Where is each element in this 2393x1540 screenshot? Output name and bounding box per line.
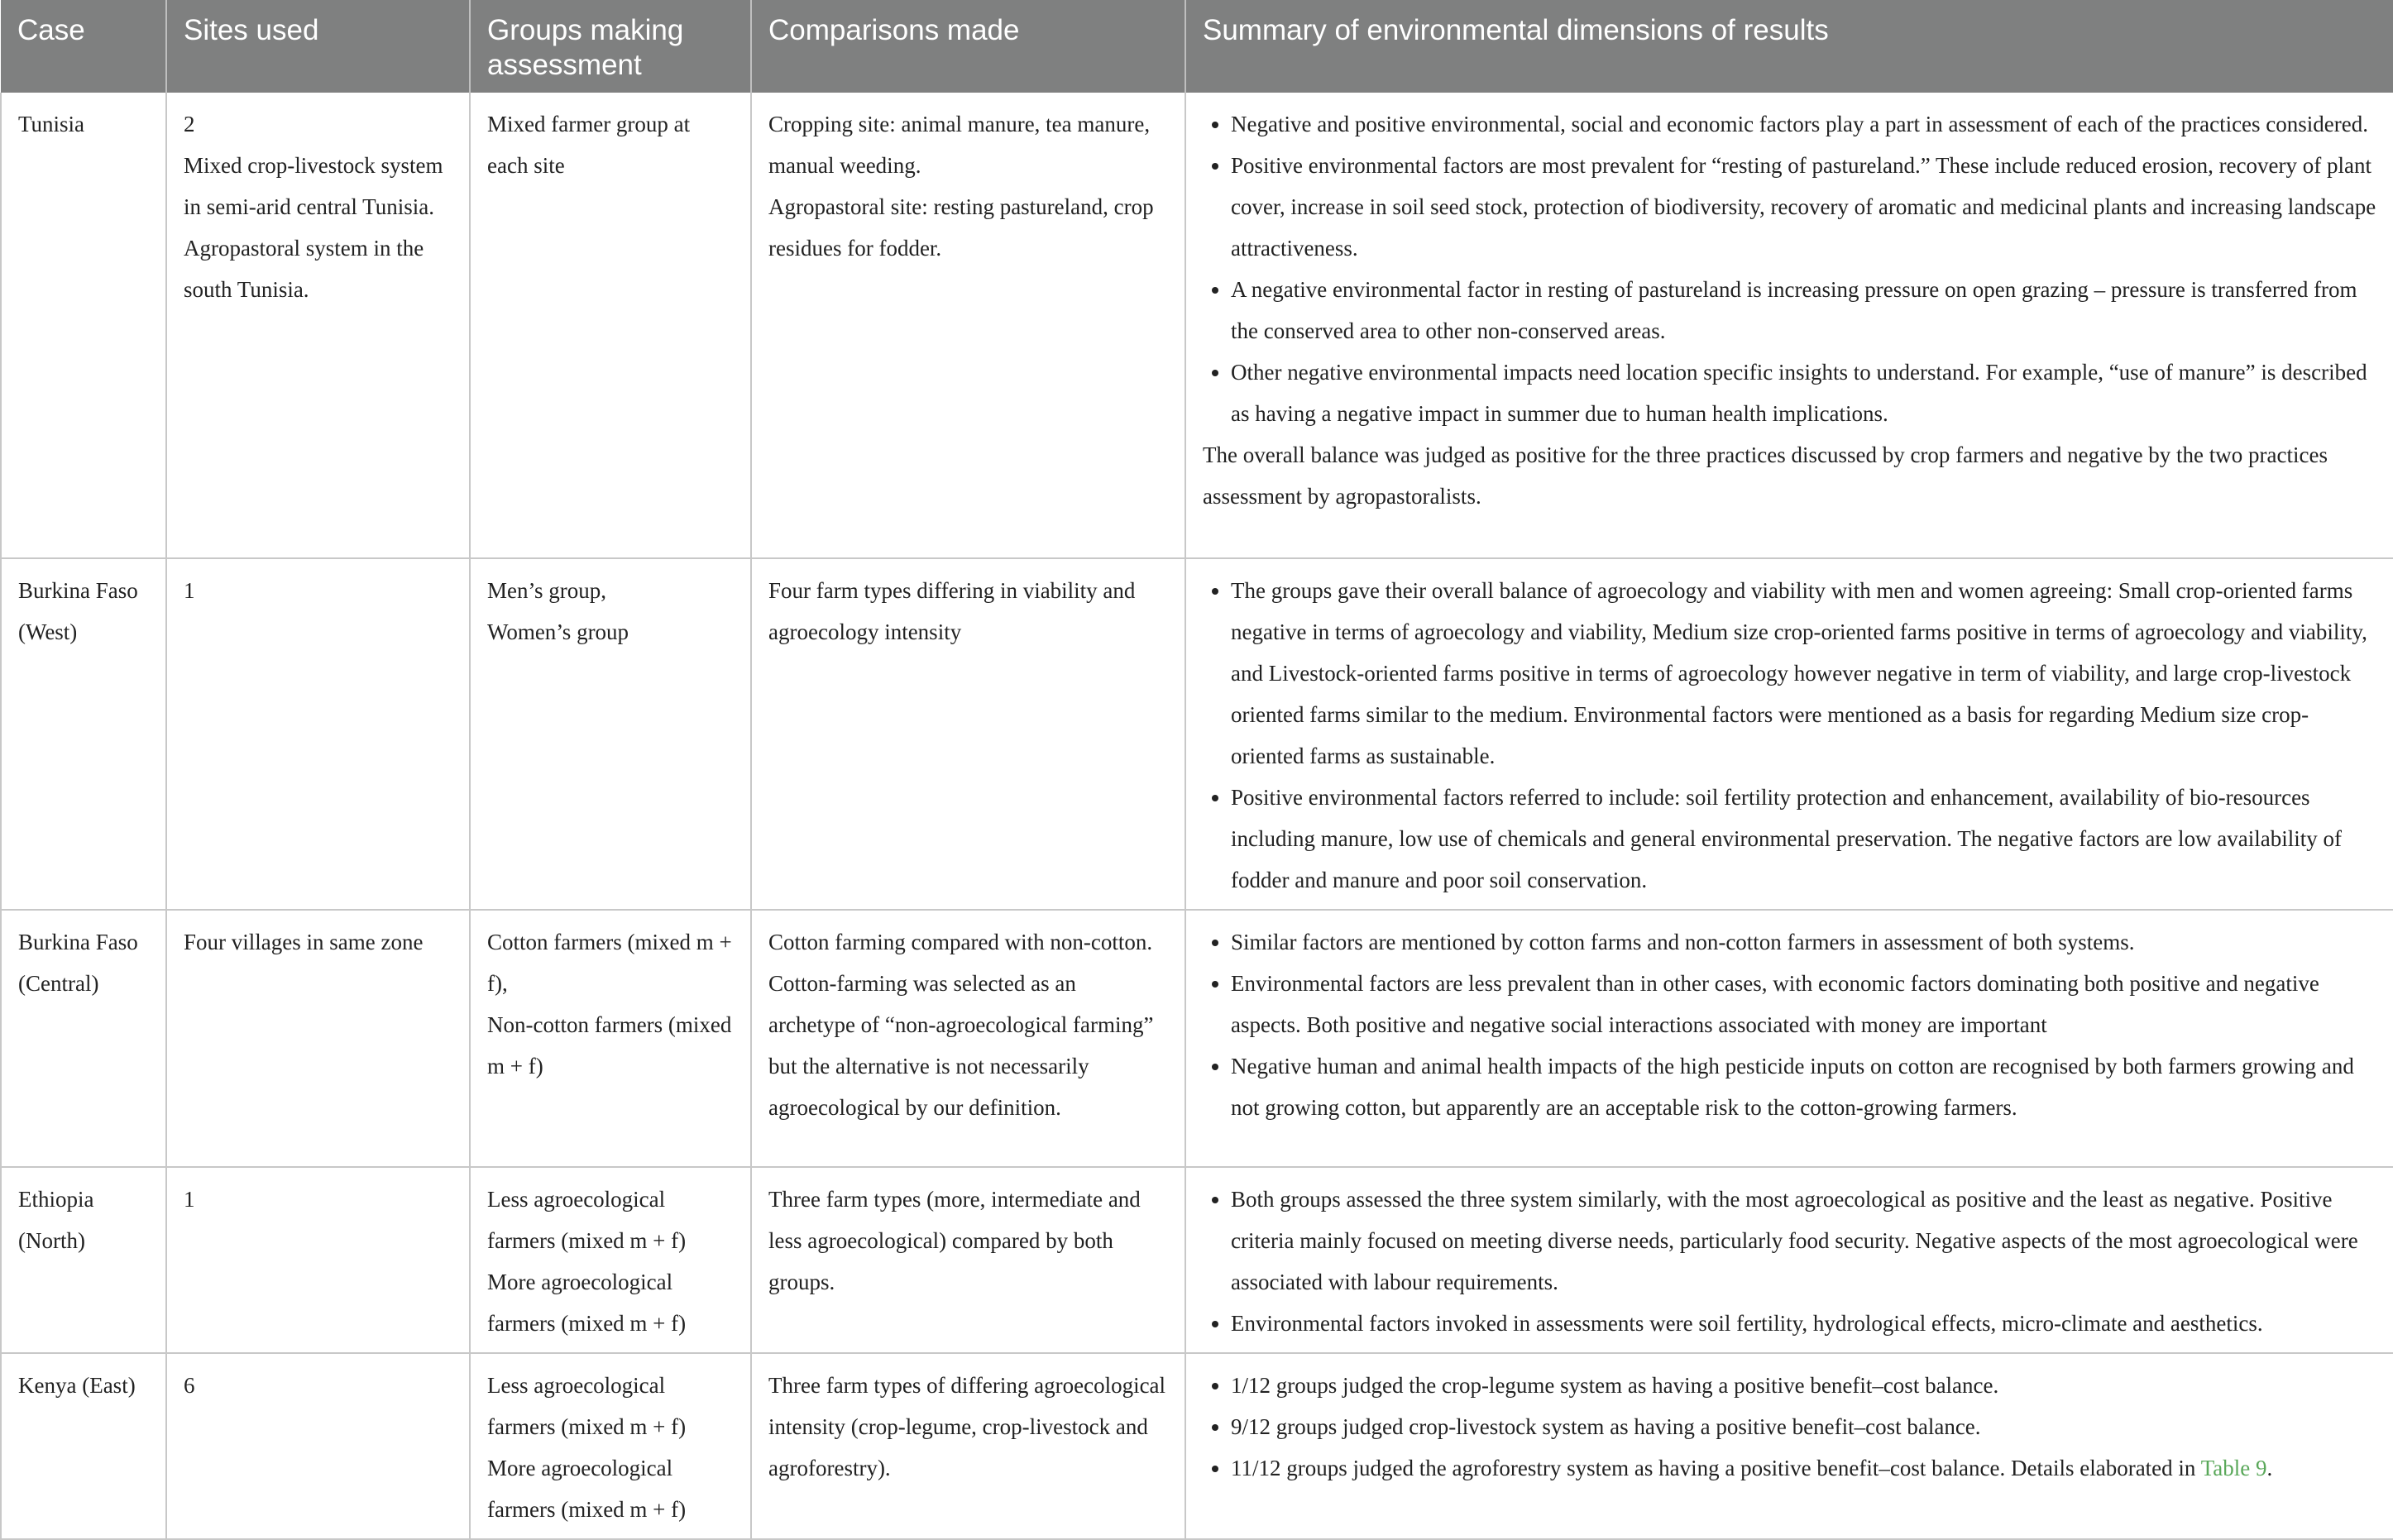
summary-bullet: • Positive environmental factors are most prevalent for “resting of pastureland.” These include reduced erosion, recovery of plant cover, increase in soil seed stock, protection of biodiversity, recovery of aromatic and medicinal plants and increasing landscape attractiveness. — [1231, 145, 2376, 269]
summary-bullet: • A negative environmental factor in resting of pastureland is increasing pressure on open grazing – pressure is transferred from the conserved area to other non-conserved areas. — [1231, 269, 2376, 352]
cell-line: Agropastoral site: resting pastureland, crop residues for fodder. — [768, 194, 1154, 261]
header-case: Case — [1, 0, 166, 93]
summary-cell — [1185, 1167, 2393, 1353]
cell-line: Cotton farmers (mixed m + f), — [487, 930, 732, 996]
cell-line: Mixed crop-livestock system in semi-arid central Tunisia. — [184, 153, 443, 219]
summary-bullet: • Both groups assessed the three system similarly, with the most agroecological as positive and the least as negative. Positive criteria mainly focused on meeting diverse needs, particularly food security. Negative aspects of the most agroecological were associated with labour requirements. — [1231, 1179, 2376, 1303]
groups-cell — [470, 1167, 751, 1353]
header-summary: Summary of environmental dimensions of results — [1185, 0, 2393, 93]
case-cell: Ethiopia (North) — [1, 1167, 166, 1353]
cell-line: Men’s group, — [487, 578, 606, 603]
comparisons-cell — [751, 1167, 1185, 1353]
header-comparisons: Comparisons made — [751, 0, 1185, 93]
summary-bullet: • Similar factors are mentioned by cotton farms and non-cotton farmers in assessment of both systems. — [1231, 921, 2376, 963]
summary-cell — [1185, 93, 2393, 558]
sites-cell — [166, 1167, 470, 1353]
summary-cell — [1185, 558, 2393, 910]
summary-bullet: • Other negative environmental impacts need location specific insights to understand. For example, “use of manure” is described as having a negative impact in summer due to human health implications. — [1231, 352, 2376, 434]
case-cell: Burkina Faso (Central) — [1, 910, 166, 1167]
comparisons-cell — [751, 1353, 1185, 1539]
comparisons-cell — [751, 910, 1185, 1167]
cell-line: Less agroecological farmers (mixed m + f) — [487, 1373, 687, 1439]
case-cell: Kenya (East) — [1, 1353, 166, 1539]
groups-cell — [470, 910, 751, 1167]
summary-bullet: • Negative and positive environmental, social and economic factors play a part in assessment of each of the practices considered. — [1231, 103, 2376, 145]
cell-line: 6 — [184, 1373, 195, 1398]
summary-cell — [1185, 1353, 2393, 1539]
cell-line: Mixed farmer group at each site — [487, 112, 691, 178]
cell-line: Less agroecological farmers (mixed m + f) — [487, 1187, 687, 1253]
summary-bullet-text: 11/12 groups judged the agroforestry system as having a positive benefit–cost balance. Details elaborated in — [1231, 1456, 2201, 1480]
cell-line: Three farm types of differing agroecological intensity (crop-legume, crop-livestock and agroforestry). — [768, 1373, 1166, 1480]
table-row — [1, 910, 2393, 1167]
summary-bullet-list — [1203, 1365, 2376, 1489]
summary-bullet: • The groups gave their overall balance of agroecology and viability with men and women agreeing: Small crop-oriented farms negative in terms of agroecology and viability, Medium size crop-oriented farms positive in terms of agroecology and viability, and Livestock-oriented farms positive in terms of agroecology however negative in term of viability, and large crop-livestock oriented farms similar to the medium. Environmental factors were mentioned as a basis for regarding Medium size crop-oriented farms as sustainable. — [1231, 570, 2376, 777]
cell-line: More agroecological farmers (mixed m + f) — [487, 1456, 687, 1522]
sites-cell — [166, 93, 470, 558]
comparisons-cell — [751, 93, 1185, 558]
groups-cell — [470, 93, 751, 558]
summary-bullet: • 9/12 groups judged crop-livestock system as having a positive benefit–cost balance. — [1231, 1406, 2376, 1447]
cell-line: Four farm types differing in viability and agroecology intensity — [768, 578, 1136, 644]
cell-line: Agropastoral system in the south Tunisia. — [184, 236, 424, 302]
table-row — [1, 93, 2393, 558]
summary-bullet — [1231, 1447, 2376, 1489]
cell-line: 1 — [184, 1187, 195, 1212]
summary-bullet-list — [1203, 1179, 2376, 1344]
case-cell: Burkina Faso (West) — [1, 558, 166, 910]
table-row — [1, 1167, 2393, 1353]
cell-line: Cropping site: animal manure, tea manure, manual weeding. — [768, 112, 1151, 178]
sites-cell — [166, 558, 470, 910]
sites-cell — [166, 1353, 470, 1539]
cell-line: More agroecological farmers (mixed m + f) — [487, 1270, 687, 1336]
summary-bullet: • 1/12 groups judged the crop-legume system as having a positive benefit–cost balance. — [1231, 1365, 2376, 1406]
table-9-link[interactable]: Table 9 — [2200, 1456, 2267, 1480]
groups-cell — [470, 558, 751, 910]
table-row — [1, 558, 2393, 910]
cell-line: 2 — [184, 112, 195, 136]
cell-line: Cotton farming compared with non-cotton. Cotton-farming was selected as an archetype of “non-agroecological farming” but the alternative is not necessarily agroecological by our definition. — [768, 930, 1154, 1120]
sites-cell — [166, 910, 470, 1167]
summary-bullet: • Environmental factors are less prevalent than in other cases, with economic factors dominating both positive and negative aspects. Both positive and negative social interactions associated with money are important — [1231, 963, 2376, 1045]
cell-line: Women’s group — [487, 619, 629, 644]
cell-line: Non-cotton farmers (mixed m + f) — [487, 1012, 732, 1078]
cell-line: 1 — [184, 578, 195, 603]
summary-bullet-end: . — [2266, 1456, 2273, 1480]
summary-bullet-list — [1203, 103, 2376, 434]
summary-bullet-list — [1203, 570, 2376, 901]
summary-bullet: • Negative human and animal health impacts of the high pesticide inputs on cotton are recognised by both farmers growing and not growing cotton, but apparently are an acceptable risk to the cotton-growing farmers. — [1231, 1045, 2376, 1128]
comparisons-cell — [751, 558, 1185, 910]
summary-bullet: • Environmental factors invoked in assessments were soil fertility, hydrological effects, micro-climate and aesthetics. — [1231, 1303, 2376, 1344]
summary-cell — [1185, 910, 2393, 1167]
summary-bullet-list — [1203, 921, 2376, 1128]
summary-bullet: • Positive environmental factors referred to include: soil fertility protection and enhancement, availability of bio-resources including manure, low use of chemicals and general environmental preservation. The negative factors are low availability of fodder and manure and poor soil conservation. — [1231, 777, 2376, 901]
summary-paragraph: The overall balance was judged as positive for the three practices discussed by crop farmers and negative by the two practices assessment by agropastoralists. — [1203, 442, 2328, 509]
header-sites-used: Sites used — [166, 0, 470, 93]
table-row — [1, 1353, 2393, 1539]
groups-cell — [470, 1353, 751, 1539]
header-groups: Groups making assessment — [470, 0, 751, 93]
cell-line: Four villages in same zone — [184, 930, 424, 954]
case-cell: Tunisia — [1, 93, 166, 558]
header-row — [1, 0, 2393, 93]
cell-line: Three farm types (more, intermediate and less agroecological) compared by both groups. — [768, 1187, 1141, 1294]
